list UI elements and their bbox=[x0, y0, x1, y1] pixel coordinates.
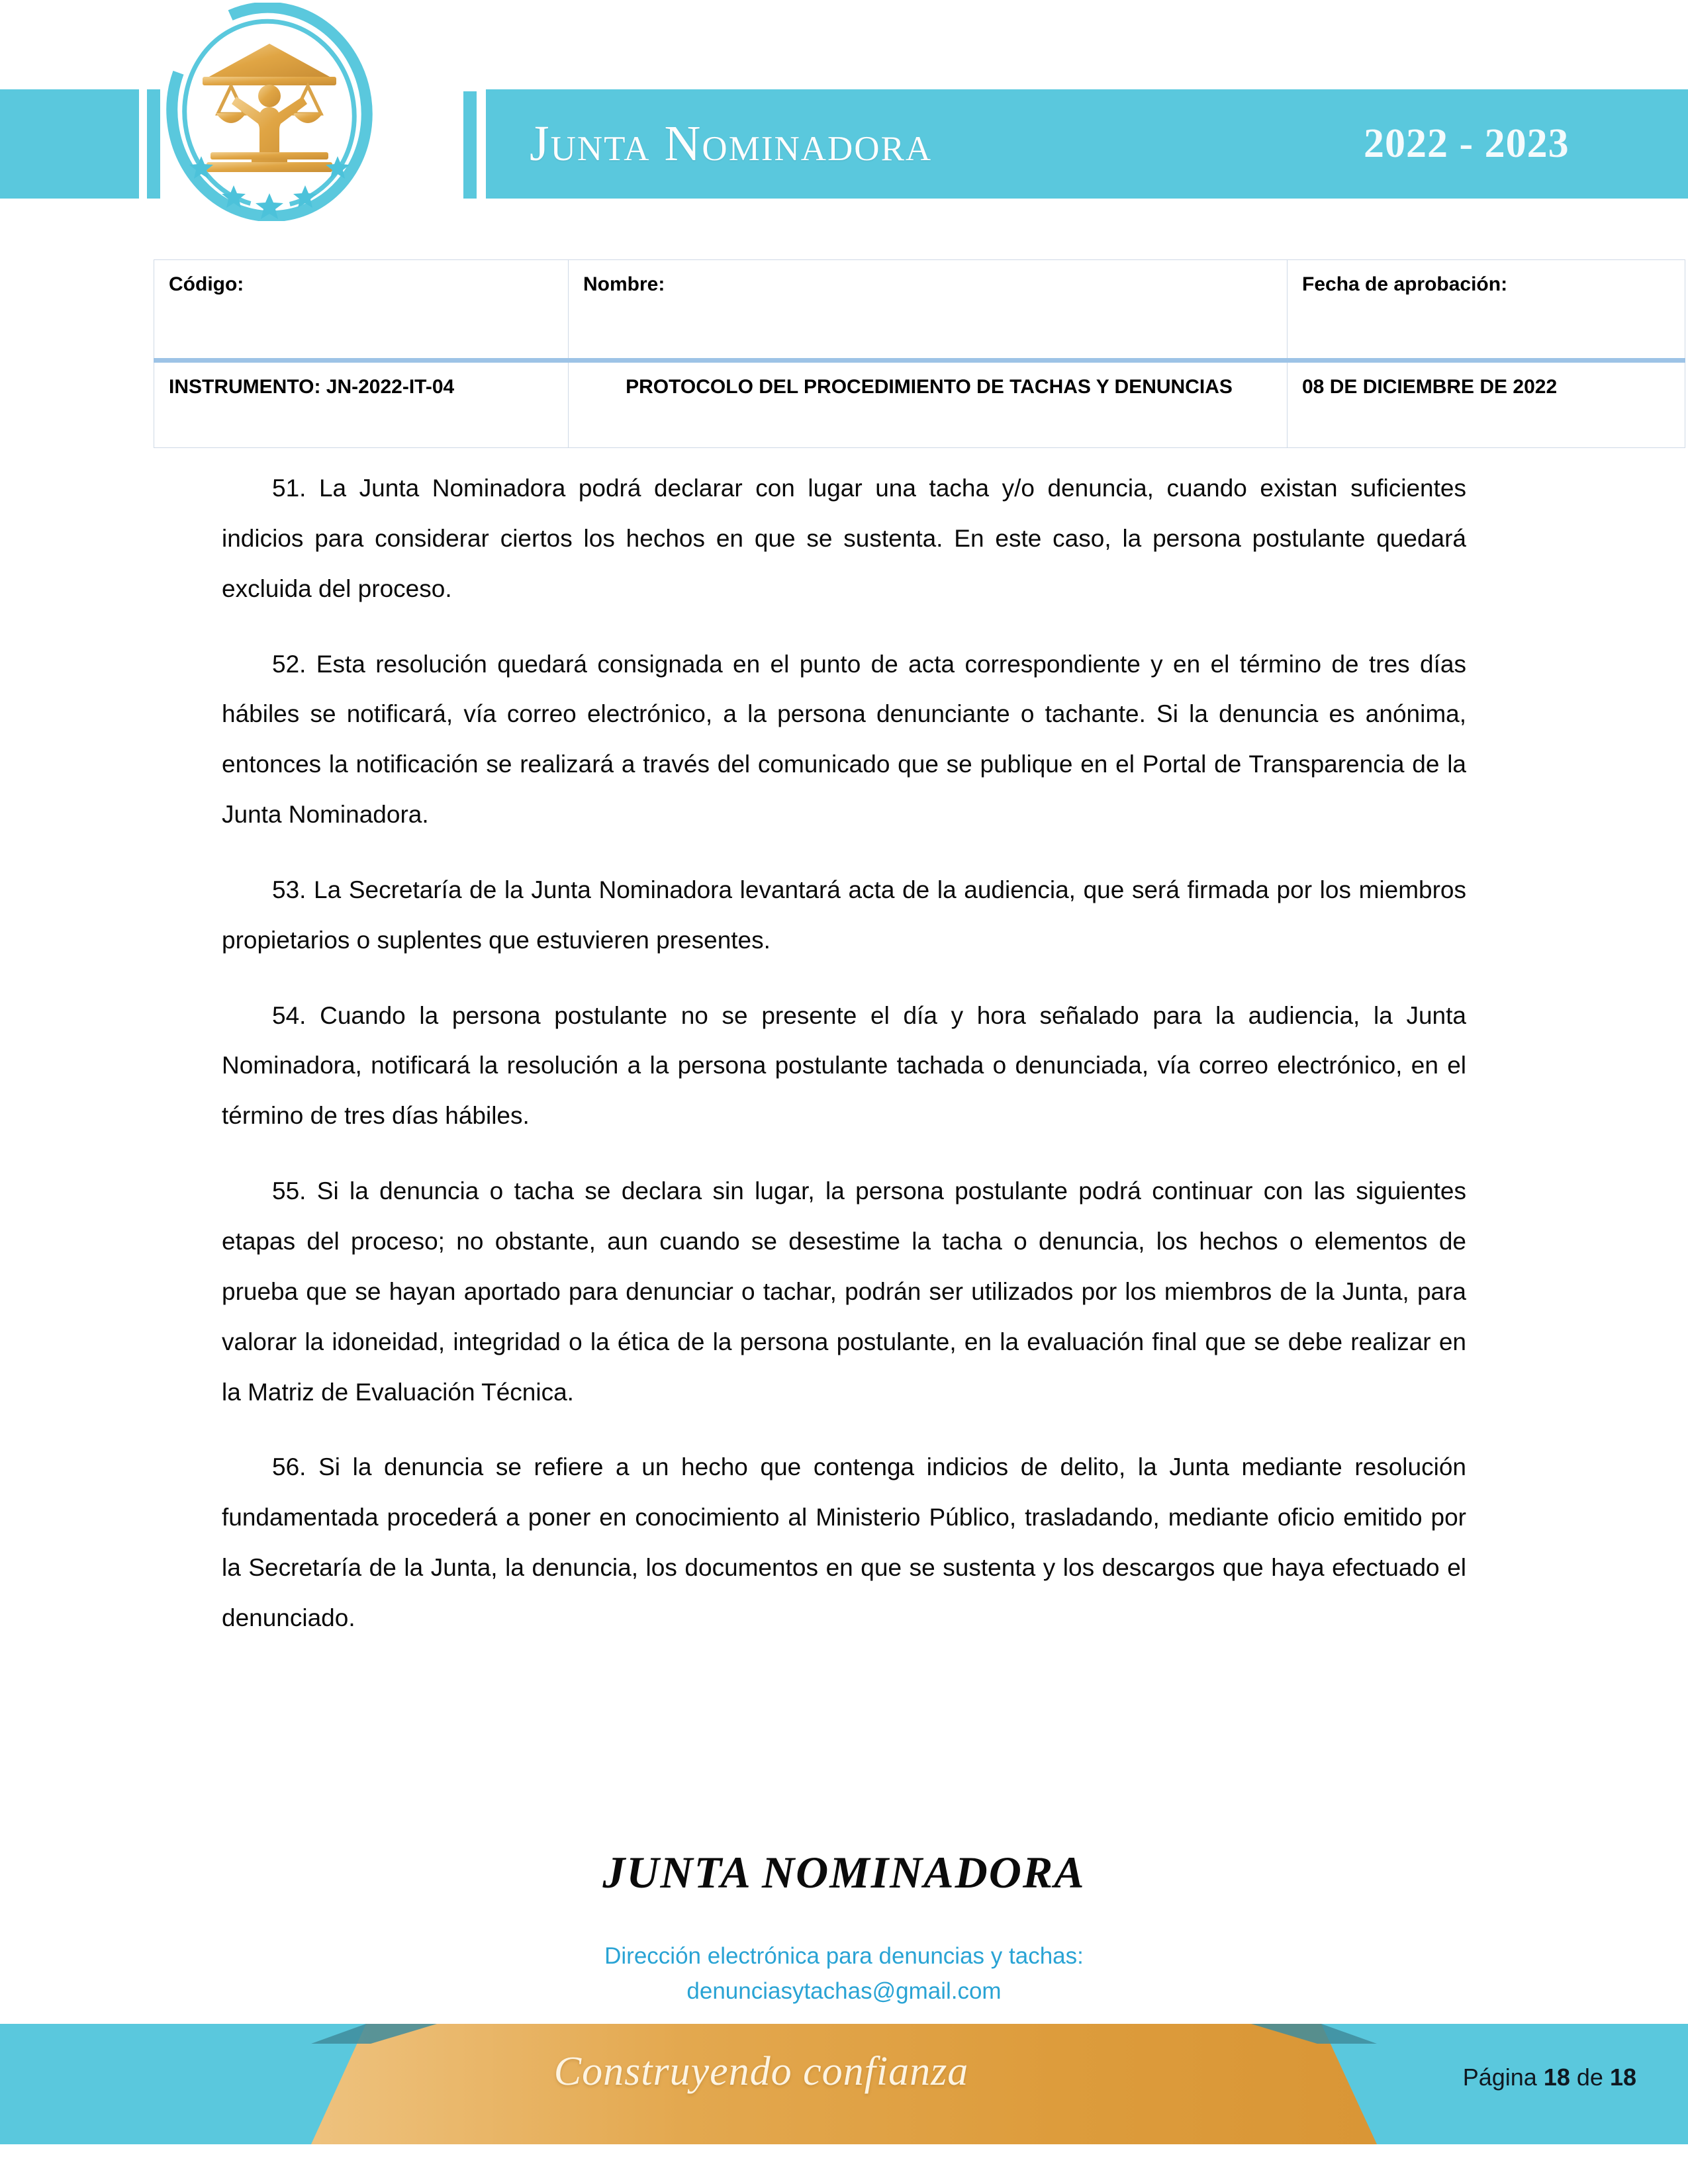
page-current-number: 18 bbox=[1543, 2064, 1570, 2091]
header-accent-bar-left bbox=[0, 89, 139, 199]
table-header-codigo: Código: bbox=[154, 260, 569, 361]
paragraph-55: 55. Si la denuncia o tacha se declara sin lugar, la persona postulante podrá continuar con las siguientes etapas del proceso; no obstante, aun cuando se desestime la tacha o denuncia, los hechos o elementos de prueba que se hayan aportado para denunciar o tachar, podrán ser utilizados por los miembros de la Junta, para valorar la idoneidad, integridad o la ética de la persona postulante, en la evaluación final que se debe realizar en la Matriz de Evaluación Técnica. bbox=[222, 1177, 1466, 1406]
scales-of-justice-emblem-icon bbox=[160, 3, 379, 221]
table-header-fecha: Fecha de aprobación: bbox=[1288, 260, 1685, 361]
organization-title: Junta Nominadora bbox=[530, 116, 933, 171]
document-body bbox=[222, 463, 1466, 1668]
paragraph-52: 52. Esta resolución quedará consignada en el punto de acta correspondiente y en el término de tres días hábiles se notificará, vía correo electrónico, a la persona denunciante o tachante. Si la denuncia es anónima, entonces la notificación se realizará a través del comunicado que se publique en el Portal de Transparencia de la Junta Nominadora. bbox=[222, 650, 1466, 829]
table-header-nombre: Nombre: bbox=[569, 260, 1288, 361]
table-value-codigo: INSTRUMENTO: JN-2022-IT-04 bbox=[154, 361, 569, 448]
page-footer bbox=[0, 2024, 1688, 2144]
table-row-headers bbox=[154, 260, 1685, 361]
header-accent-tick-right bbox=[463, 91, 477, 199]
table-value-nombre: PROTOCOLO DEL PROCEDIMIENTO DE TACHAS Y DENUNCIAS bbox=[569, 361, 1288, 448]
paragraph-56: 56. Si la denuncia se refiere a un hecho que contenga indicios de delito, la Junta mediante resolución fundamentada procederá a poner en conocimiento al Ministerio Público, trasladando, mediante oficio emitido por la Secretaría de la Junta, la denuncia, los documentos en que se sustenta y los descargos que haya efectuado el denunciado. bbox=[222, 1453, 1466, 1631]
page-header bbox=[0, 0, 1688, 218]
contact-block bbox=[0, 1939, 1688, 2009]
contact-email[interactable]: denunciasytachas@gmail.com bbox=[686, 1978, 1002, 2004]
header-accent-tick-left bbox=[147, 89, 160, 199]
footer-trapezoid-shape bbox=[0, 2024, 1688, 2144]
paragraph-54: 54. Cuando la persona postulante no se presente el día y hora señalado para la audiencia, la Junta Nominadora, notificará la resolución a la persona postulante tachada o denunciada, vía correo electrónico, en el término de tres días hábiles. bbox=[222, 1001, 1466, 1130]
page-prefix-label: Página bbox=[1462, 2064, 1537, 2091]
page-number bbox=[1463, 2064, 1636, 2091]
page-total-number: 18 bbox=[1609, 2064, 1636, 2091]
signature-block: JUNTA NOMINADORA bbox=[602, 1847, 1086, 1897]
paragraph-51: 51. La Junta Nominadora podrá declarar con lugar una tacha y/o denuncia, cuando existan suficientes indicios para considerar ciertos los hechos en que se sustenta. En este caso, la persona postulante quedará excluida del proceso. bbox=[222, 475, 1466, 602]
paragraph-53: 53. La Secretaría de la Junta Nominadora levantará acta de la audiencia, que será firmada por los miembros propietarios o suplentes que estuvieren presentes. bbox=[222, 876, 1466, 954]
page-middle-label: de bbox=[1576, 2064, 1603, 2091]
footer-slogan: Construyendo confianza bbox=[553, 2049, 969, 2094]
contact-label: Dirección electrónica para denuncias y tachas: bbox=[604, 1943, 1084, 1969]
table-row-values bbox=[154, 361, 1685, 448]
period-years: 2022 - 2023 bbox=[1364, 121, 1570, 166]
table-value-fecha: 08 DE DICIEMBRE DE 2022 bbox=[1288, 361, 1685, 448]
document-metadata-table bbox=[154, 259, 1685, 448]
